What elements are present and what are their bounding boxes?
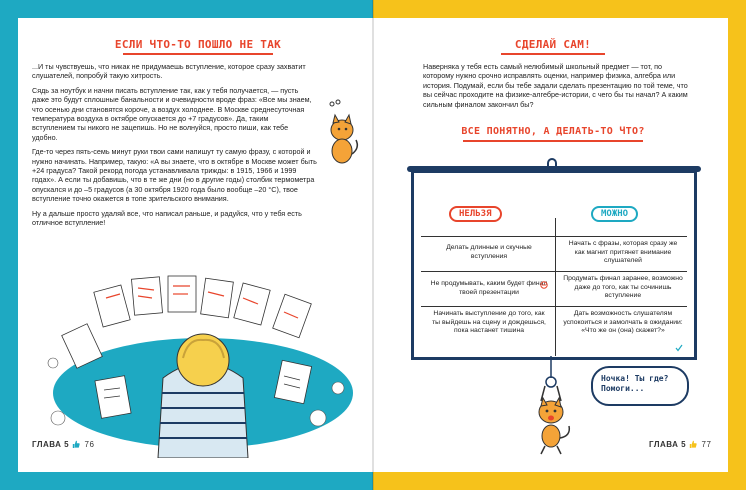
board-divider-row-1 xyxy=(421,236,687,237)
left-footer xyxy=(32,440,94,449)
thumbs-up-icon xyxy=(72,440,80,448)
right-subheading-underline xyxy=(463,140,643,142)
left-paragraph-1: ...И ты чувствуешь, что никак не придумаешь вступление, которое сразу захватит слушателей, попробуй такую хитрость. xyxy=(32,62,306,81)
left-footer-chapter: ГЛАВА 5 xyxy=(32,440,70,449)
left-paragraph-2: Сядь за ноутбук и начни писать вступление так, как у тебя получается, — пусть даже это будут сплошные банальности и очевидности вроде фраз: «Все мы знаем, что осенью дни становятся короче, а воздух холоднее. В Москве среднесуточная температура воздуха в октябре опускается до +7 градусов». Да, таким вступлением ты никого не зацепишь. Но не волнуйся, просто пиши, как тебе удобно. xyxy=(32,85,312,142)
right-page xyxy=(373,0,746,490)
left-paragraph-4: Ну а дальше просто удаляй все, что написал раньше, и радуйся, что у тебя есть отличное вступление! xyxy=(32,208,302,228)
left-heading-underline xyxy=(123,53,273,55)
cat-illustration-icon xyxy=(318,96,362,166)
board-yes-row-1: Начать с фразы, которая сразу же как магнит притянет внимание слушателей xyxy=(568,240,678,265)
board-no-row-1: Делать длинные и скучные вступления xyxy=(446,244,532,260)
speech-bubble-text: Ночка! Ты где? Помоги... xyxy=(601,374,669,393)
board-divider-vertical xyxy=(555,218,556,356)
boy-with-papers-illustration xyxy=(38,268,358,458)
column-title-no: НЕЛЬЗЯ xyxy=(449,206,502,222)
right-subheading: ВСЕ ПОНЯТНО, А ДЕЛАТЬ-ТО ЧТО? xyxy=(461,126,645,137)
right-page-content xyxy=(373,18,728,472)
right-heading-underline xyxy=(501,53,605,55)
left-page-content xyxy=(18,18,373,472)
right-heading: СДЕЛАЙ САМ! xyxy=(514,38,592,51)
book-gutter xyxy=(372,0,374,490)
board-no-row-2: Не продумывать, каким будет финал твоей презентации xyxy=(430,280,548,296)
check-mark-icon xyxy=(675,344,683,352)
board-divider-row-3 xyxy=(421,306,687,307)
left-body xyxy=(32,62,332,233)
board-no-row-3: Начинать выступление до того, как ты выйдешь на сцену и дождешься, пока настанет тишина xyxy=(432,310,546,335)
right-page-number: 77 xyxy=(701,440,712,449)
left-paragraph-3: Где-то через пять-семь минут руки твои сами напишут ту самую фразу, с которой и нужно начинать. Например, такую: «А вы знаете, что в октябре в Москве может быть +24 градуса? Такой рекорд погода устанавливала трижды: в 1915, 1966 и 1999 годах». А если ты добавишь, что в те же дни (но в другие годы) столбик термометра опускался и до –5 градусов (а 30 октября 1920 года было вообще –20 °С), твое вступление точно окажется в топе зрительского внимания. xyxy=(32,147,317,204)
board-divider-row-2 xyxy=(421,271,687,272)
right-body: Наверняка у тебя есть самый нелюбимый школьный предмет — тот, по которому нужно срочно исправлять оценки, например физика, алгебра или история. Подумай, если бы тебе задали сделать презентацию по той теме, что вы сейчас проходите на физике-алгебре-истории, с чего бы ты начал? А каким сильным финалом закончил бы? xyxy=(423,62,688,109)
right-footer xyxy=(649,440,711,449)
column-title-yes: МОЖНО xyxy=(591,206,638,222)
left-heading: ЕСЛИ ЧТО-ТО ПОШЛО НЕ ТАК xyxy=(114,38,282,51)
right-footer-chapter: ГЛАВА 5 xyxy=(649,440,687,449)
thumbs-up-icon xyxy=(689,440,697,448)
minus-mark-icon xyxy=(540,281,548,289)
left-page-number: 76 xyxy=(84,440,95,449)
hanging-cat-illustration xyxy=(523,356,583,456)
board-yes-row-3: Дать возможность слушателям успокоиться и замолчать в ожидании: «Что же он (она) скажет?» xyxy=(563,310,683,335)
board-yes-row-2: Продумать финал заранее, возможно даже до того, как ты сочинишь вступление xyxy=(563,275,683,300)
